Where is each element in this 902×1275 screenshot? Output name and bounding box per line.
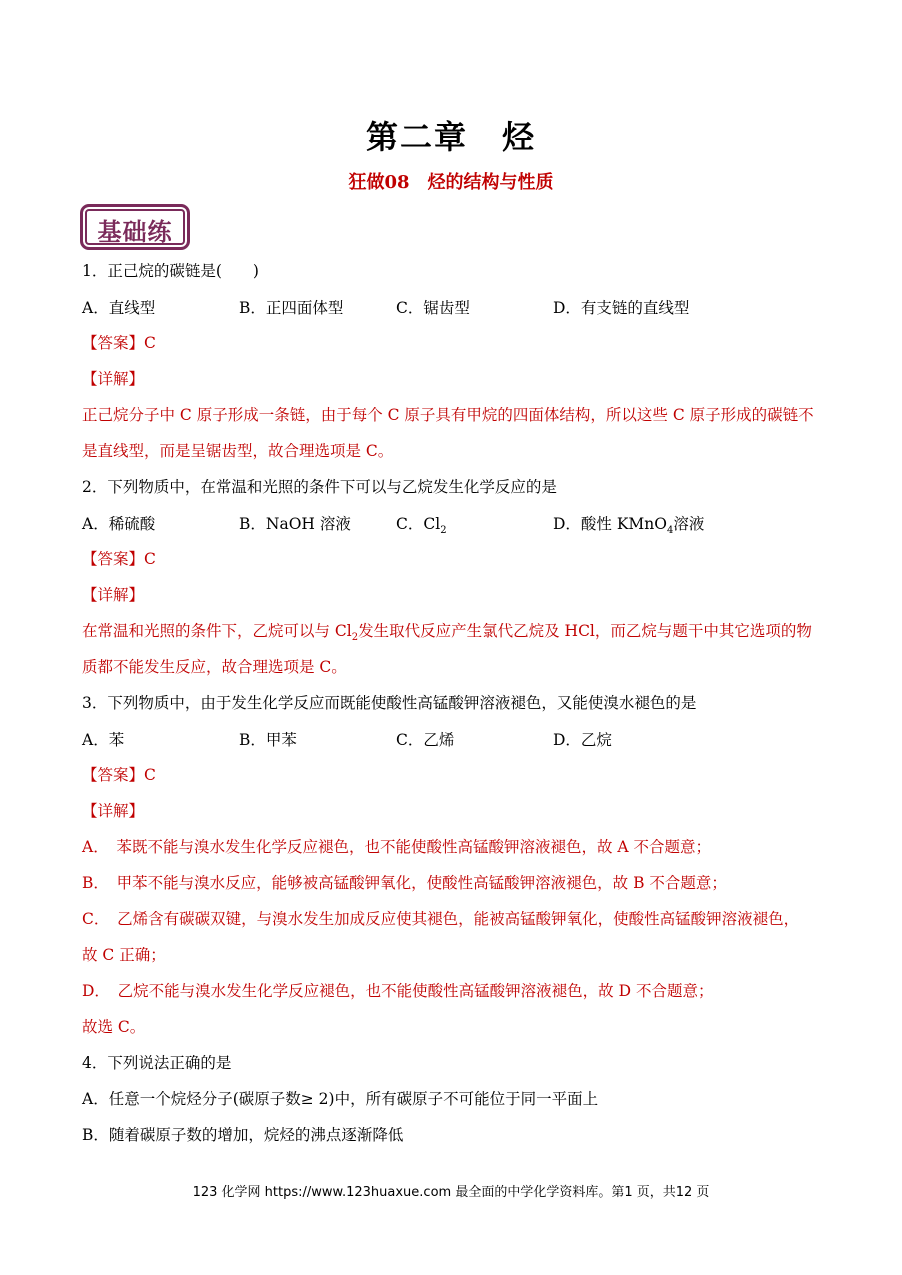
q3-answer: 【答案】C [82, 766, 156, 784]
q1-option-d: D．有支链的直线型 [553, 299, 690, 317]
q2-option-d [553, 512, 704, 536]
badge-label: 基础练 [97, 218, 173, 246]
q4-option-a: A．任意一个烷烃分子(碳原子数≥ 2)中，所有碳原子不可能位于同一平面上 [82, 1090, 599, 1108]
q2-explanation-subscript: 2 [351, 632, 359, 644]
q2-options [82, 512, 842, 537]
q3-detail-label: 【详解】 [82, 802, 145, 820]
q1-detail-label: 【详解】 [82, 370, 145, 388]
q1-option-a: A．直线型 [82, 299, 156, 317]
q3-explanation-line-4: 故 C 正确； [82, 946, 166, 964]
q2-option-d-tail: 溶液 [673, 515, 705, 533]
q1-explanation-line-2: 是直线型，而是呈锯齿型，故合理选项是 C。 [82, 442, 394, 460]
q2-option-a: A．稀硫酸 [82, 515, 156, 533]
q2-option-b: B．NaOH 溶液 [239, 515, 351, 533]
q3-explanation-line-6: 故选 C。 [82, 1018, 146, 1036]
q3-explanation-line-2: B． 甲苯不能与溴水反应，能够被高锰酸钾氧化，使酸性高锰酸钾溶液褪色，故 B 不合题意； [82, 874, 727, 892]
q3-stem: 3．下列物质中，由于发生化学反应而既能使酸性高锰酸钾溶液褪色，又能使溴水褪色的是 [82, 694, 697, 712]
q1-stem: 1．正己烷的碳链是( ) [82, 262, 259, 280]
q3-option-b: B．甲苯 [239, 731, 297, 749]
q2-option-d-subscript: 4 [667, 525, 674, 537]
q3-explanation-line-5: D． 乙烷不能与溴水发生化学反应褪色，也不能使酸性高锰酸钾溶液褪色，故 D 不合题意； [82, 982, 714, 1000]
page-footer: 123 化学网 https://www.123huaxue.com 最全面的中学化学资料库。第1 页，共12 页 [192, 1185, 710, 1200]
q2-explanation-1b: 发生取代反应产生氯代乙烷及 HCl，而乙烷与题干中其它选项的物 [358, 622, 812, 640]
q2-option-c-subscript: 2 [440, 525, 447, 537]
q2-answer: 【答案】C [82, 550, 156, 568]
q2-explanation-line-1 [82, 620, 812, 649]
basic-practice-badge [80, 204, 190, 250]
q3-options [82, 728, 842, 750]
q2-option-c [396, 512, 447, 536]
q1-answer: 【答案】C [82, 334, 156, 352]
q2-option-c-text: C．Cl [396, 515, 441, 533]
q3-option-c: C．乙烯 [396, 731, 455, 749]
q2-detail-label: 【详解】 [82, 586, 145, 604]
q1-option-b: B．正四面体型 [239, 299, 344, 317]
q4-option-b: B．随着碳原子数的增加，烷烃的沸点逐渐降低 [82, 1126, 404, 1144]
q4-stem: 4．下列说法正确的是 [82, 1054, 232, 1072]
q1-option-c: C．锯齿型 [396, 299, 470, 317]
q3-option-a: A．苯 [82, 731, 125, 749]
section-subtitle: 狂做08 烃的结构与性质 [348, 172, 554, 193]
q2-explanation-line-2: 质都不能发生反应，故合理选项是 C。 [82, 658, 347, 676]
q1-options [82, 296, 842, 318]
q3-option-d: D．乙烷 [553, 731, 612, 749]
q2-option-d-text: D．酸性 KMnO [553, 515, 667, 533]
q3-explanation-line-1: A． 苯既不能与溴水发生化学反应褪色，也不能使酸性高锰酸钾溶液褪色，故 A 不合题意； [82, 838, 711, 856]
q2-explanation-1a: 在常温和光照的条件下，乙烷可以与 Cl [82, 622, 352, 640]
q1-explanation-line-1: 正己烷分子中 C 原子形成一条链，由于每个 C 原子具有甲烷的四面体结构，所以这些 C 原子形成的碳链不 [82, 406, 814, 424]
q3-explanation-line-3: C． 乙烯含有碳碳双键，与溴水发生加成反应使其褪色，能被高锰酸钾氧化，使酸性高锰酸钾溶液褪色， [82, 910, 800, 928]
chapter-title: 第二章 烃 [365, 118, 536, 156]
q2-stem: 2．下列物质中，在常温和光照的条件下可以与乙烷发生化学反应的是 [82, 478, 557, 496]
